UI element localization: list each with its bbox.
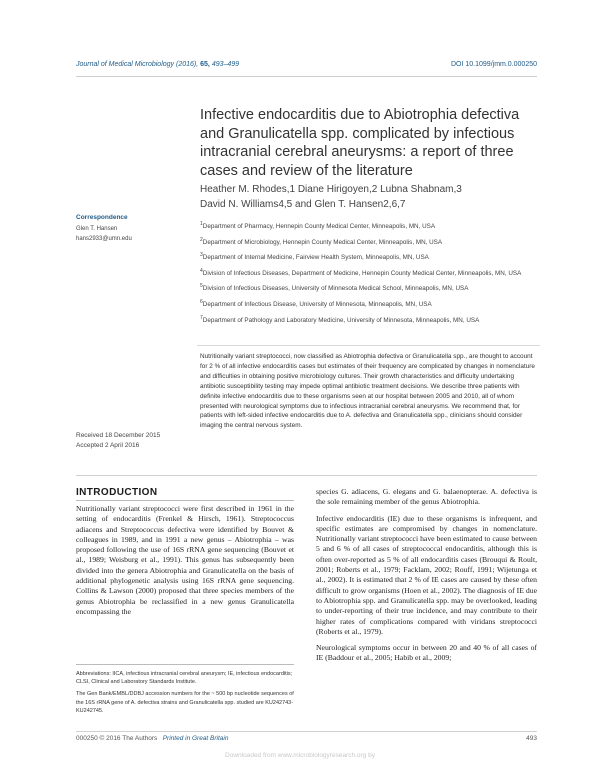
heading-rule xyxy=(76,500,294,501)
author-list xyxy=(200,183,540,212)
footer-divider xyxy=(76,731,537,732)
paragraph: Neurological symptoms occur in between 20 and 40 % of all cases of IE (Baddour et al., 2005; Habib et al., 2009; xyxy=(316,643,537,663)
paragraph: species G. adiacens, G. elegans and G. balaenopterae. A. defectiva is the sole remaining member of the genus Abiotrophia. xyxy=(316,487,537,507)
abbreviations-footnote: Abbreviations: IICA, infectious intracranial cerebral aneurysm; IE, infectious endocarditis; CLSI, Clinical and Laboratory Standards Institute. xyxy=(76,671,293,686)
author-line-2: David N. Williams4,5 and Glen T. Hansen2,6,7 xyxy=(200,198,406,210)
footnotes xyxy=(76,670,294,719)
affiliation-item: $^6$Department of Infectious Disease, University of Minnesota, Minneapolis, MN, USA xyxy=(200,298,432,309)
download-watermark: Downloaded from www.microbiologyresearch.org by xyxy=(225,752,375,759)
genbank-footnote: The Gen Bank/EMBL/DDBJ accession numbers for the ~ 500 bp nucleotide sequences of the 16S rRNA gene of A. defectiva strains and Granulicatella spp. studied are KU242743-KU242745. xyxy=(76,691,294,714)
body-column-right xyxy=(316,487,537,670)
header-divider xyxy=(76,76,537,77)
footnote-rule xyxy=(76,664,294,665)
footer-left xyxy=(76,735,228,742)
journal-pages: 493–499 xyxy=(211,61,240,68)
received-date: Received 18 December 2015 xyxy=(76,432,161,439)
affiliation-item: $^1$Department of Pharmacy, Hennepin County Medical Center, Minneapolis, MN, USA xyxy=(200,221,436,231)
footer-copyright: 000250 © 2016 The Authors xyxy=(76,735,158,742)
article-dates xyxy=(76,431,160,451)
section-divider xyxy=(76,475,537,476)
affiliation-item: $^2$Department of Microbiology, Hennepin County Medical Center, Minneapolis, MN, USA xyxy=(200,236,443,246)
doi-link[interactable]: DOI 10.1099/jmm.0.000250 xyxy=(451,61,537,68)
journal-citation xyxy=(76,61,239,68)
author-line-1: Heather M. Rhodes,1 Diane Hirigoyen,2 Lubna Shabnam,3 xyxy=(200,184,462,195)
correspondence-heading: Correspondence xyxy=(76,214,128,221)
footer-printed: Printed in Great Britain xyxy=(162,735,229,742)
journal-volume: 65, xyxy=(200,61,210,68)
affiliation-item: $^7$Department of Pathology and Laboratory Medicine, University of Minnesota, Minneapolis, MN, USA xyxy=(200,314,480,324)
affiliations-list xyxy=(200,220,540,329)
body-column-left xyxy=(76,504,294,623)
correspondence-email[interactable]: hans2933@umn.edu xyxy=(76,236,132,242)
page-number: 493 xyxy=(526,735,537,742)
introduction-heading: INTRODUCTION xyxy=(76,487,158,498)
correspondence-name: Glen T. Hansen xyxy=(76,226,118,232)
affiliation-item: $^3$Department of Internal Medicine, Fairview Health System, Minneapolis, MN, USA xyxy=(200,252,429,262)
article-title: Infective endocarditis due to Abiotrophia defectiva and Granulicatella spp. complicated by infectious intracranial cerebral aneurysms: a report of three cases and review of the literature xyxy=(200,107,520,179)
paragraph: Nutritionally variant streptococci were first described in 1961 in the setting of endocarditis (Frenkel & Hirsch, 1961). Streptococcus adiacens and Streptococcus defectiva were identified by Bouvet & colleagues in 1989, and in 1991 a new genus – Abiotrophia – was proposed following the use of 16S rRNA gene sequencing (Bouvet et al., 1989; Weisburg et al., 1991). This genus has subsequently been divided into the genera Abiotrophia and Granulicatella on the basis of additional phylogenetic analysis using 16S rRNA gene sequencing. Collins & Lawson (2000) proposed that three species members of the genus Abiotrophia be reclassified in a new genus Granulicatella encompassing the xyxy=(76,504,294,616)
abstract-text: Nutritionally variant streptococci, now classified as Abiotrophia defectiva or Granulicatella spp., are thought to account for 2 % of all infective endocarditis cases but estimates of their frequency are complicated by changes in nomenclature and difficulties in obtaining positive microbiology cultures. Their growth characteristics and difficulty undertaking antibiotic susceptibility testing may impede optimal antibiotic treatment decisions. We describe three patients with definite infective endocarditis due to these organisms seen at our hospital between 2005 and 2010, all of whom presented with neurological symptoms due to infectious intracranial cerebral aneurysms. We recommend that, for patients with left-sided infective endocarditis due to A. defectiva and Granulicatella spp., clinicians should consider imaging the central nervous system. xyxy=(200,353,535,430)
accepted-date: Accepted 2 April 2016 xyxy=(76,442,140,449)
journal-year: (2016), xyxy=(176,61,199,68)
correspondence-block xyxy=(76,224,132,244)
journal-name: Journal of Medical Microbiology xyxy=(76,61,175,68)
affiliation-item: $^4$Division of Infectious Diseases, Department of Medicine, Hennepin County Medical Center, Minneapolis, MN, USA xyxy=(200,267,522,277)
affiliation-item: $^5$Division of Infectious Diseases, University of Minnesota Medical School, Minneapolis, MN, USA xyxy=(200,283,469,293)
paragraph: Infective endocarditis (IE) due to these organisms is infrequent, and specific estimates are compromised by changes in nomenclature. Nutritionally variant streptococci have been estimated to cause between 5 and 6 % of all cases of streptococcal endocarditis, although this is often over-reported as 5 % of all endocarditis cases (Brouqui & Roult, 2001; Roberts et al., 1979; Facklam, 2002; Rouff, 1991; Wijetunga et al., 2002). It is estimated that 2 % of IE cases are caused by these often difficult to grow organisms (Hoen et al., 2002). The diagnosis of IE due to Abiotrophia spp. and Granulicatella spp. may be overlooked, leading to under-reporting of their true incidence, and may contribute to their higher rates of complications compared with viridans streptococci (Roberts et al., 1979). xyxy=(316,513,537,636)
